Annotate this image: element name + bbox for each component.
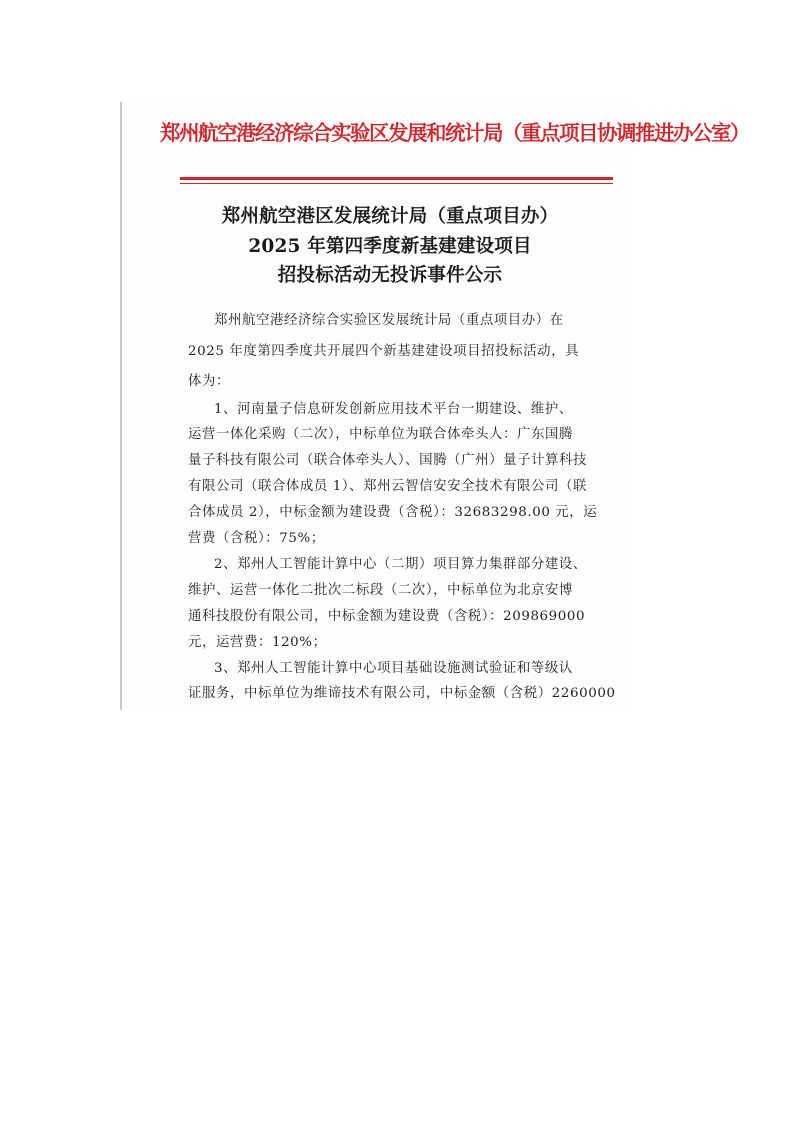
body-line: 3、郑州人工智能计算中心项目基础设施测试验证和等级认 [214, 661, 573, 676]
document-title-line-3: 招投标活动无投诉事件公示 [277, 265, 503, 286]
body-line: 证服务，中标单位为维谛技术有限公司，中标金额（含税）2260000 [188, 686, 616, 701]
letterhead-rule-thin [180, 183, 613, 184]
document-title-line-1: 郑州航空港区发展统计局（重点项目办） [221, 206, 559, 227]
scan-left-edge [120, 102, 122, 710]
body-line: 2、郑州人工智能计算中心（二期）项目算力集群部分建设、 [214, 557, 587, 572]
body-line: 营费（含税）：75%； [188, 531, 325, 546]
body-line: 郑州航空港经济综合实验区发展统计局（重点项目办）在 [214, 313, 564, 328]
letterhead-rule-thick [180, 177, 613, 180]
body-line: 维护、运营一体化二批次二标段（二次），中标单位为北京安博 [188, 583, 574, 598]
body-line: 元，运营费：120%； [188, 635, 327, 650]
body-line: 有限公司（联合体成员 1）、郑州云智信安安全技术有限公司（联 [188, 479, 588, 494]
body-line: 量子科技有限公司（联合体牵头人）、国腾（广州）量子计算科技 [188, 453, 588, 468]
body-line: 运营一体化采购（二次），中标单位为联合体牵头人：广东国腾 [188, 427, 574, 442]
document-title-line-2: 2025 年第四季度新基建建设项目 [248, 236, 532, 257]
body-line: 通科技股份有限公司，中标金额为建设费（含税）：209869000 [188, 609, 586, 624]
body-line: 1、河南量子信息研发创新应用技术平台一期建设、维护、 [214, 402, 573, 417]
body-line: 2025 年度第四季度共开展四个新基建建设项目招投标活动，具 [188, 344, 580, 359]
body-line: 合体成员 2），中标金额为建设费（含税）：32683298.00 元，运 [188, 505, 598, 520]
body-line: 体为： [188, 374, 230, 389]
letterhead: 郑州航空港经济综合实验区发展和统计局（重点项目协调推进办公室） [160, 121, 749, 145]
